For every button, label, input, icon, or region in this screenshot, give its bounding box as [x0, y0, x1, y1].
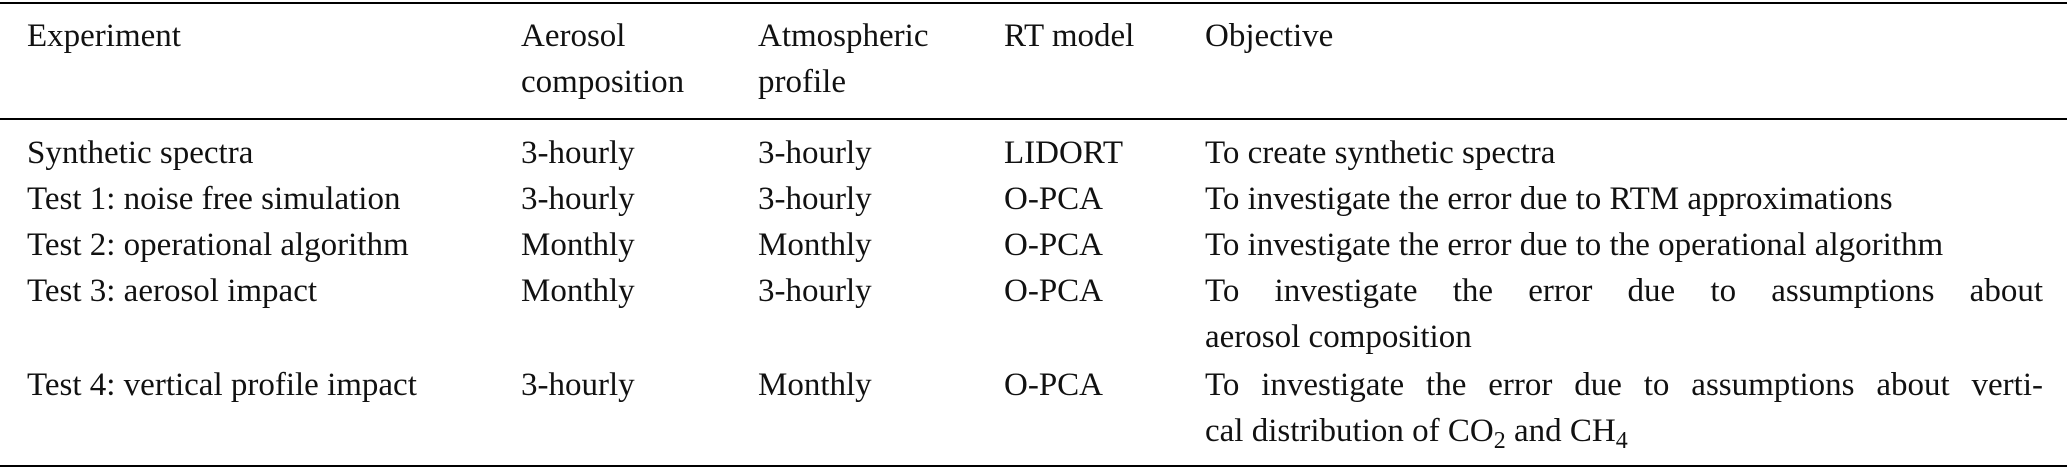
- table-row-2-experiment: Test 2: operational algorithm: [27, 227, 409, 263]
- table-row-4-objective: To investigate the error due to assumptions about verti- cal distribution of $CO_2$ and $CH_4$: [1205, 367, 2043, 454]
- table-header-rule: [0, 118, 2067, 120]
- table-row-2-objective: To investigate the error due to the operational algorithm: [1205, 227, 1944, 263]
- table-row-4-profile: Monthly: [758, 367, 872, 403]
- table-row-0-objective: To create synthetic spectra: [1205, 135, 1556, 171]
- table-row-0-aerosol: 3-hourly: [521, 135, 635, 171]
- table-bottom-rule: [0, 465, 2067, 467]
- table-row-0-experiment: Synthetic spectra: [27, 135, 254, 171]
- table-row-0-profile: 3-hourly: [758, 135, 872, 171]
- table-row-3-profile: 3-hourly: [758, 273, 872, 309]
- table-row-1-rt-model: O-PCA: [1004, 181, 1104, 217]
- table-row-3-aerosol: Monthly: [521, 273, 635, 309]
- table-row-2-rt-model: O-PCA: [1004, 227, 1104, 263]
- table-row-2-aerosol: Monthly: [521, 227, 635, 263]
- table-row-1-aerosol: 3-hourly: [521, 181, 635, 217]
- table-row-4-rt-model: O-PCA: [1004, 367, 1104, 403]
- table-row-4-experiment: Test 4: vertical profile impact: [27, 367, 417, 403]
- header-experiment: Experiment: [27, 18, 181, 54]
- header-objective: Objective: [1205, 18, 1334, 54]
- table-row-4-aerosol: 3-hourly: [521, 367, 635, 403]
- table-row-1-experiment: Test 1: noise free simulation: [27, 181, 401, 217]
- header-atmospheric-profile: Atmospheric profile: [758, 18, 929, 100]
- table-row-3-objective: To investigate the error due to assumptions about aerosol composition: [1205, 273, 2043, 355]
- table-row-2-profile: Monthly: [758, 227, 872, 263]
- table-row-3-experiment: Test 3: aerosol impact: [27, 273, 318, 309]
- table-row-1-objective: To investigate the error due to RTM approximations: [1205, 181, 1893, 217]
- table-row-0-rt-model: LIDORT: [1004, 135, 1123, 171]
- table-row-1-profile: 3-hourly: [758, 181, 872, 217]
- table-row-3-rt-model: O-PCA: [1004, 273, 1104, 309]
- header-aerosol-composition: Aerosol composition: [521, 18, 685, 100]
- table-top-rule: [0, 2, 2067, 4]
- header-rt-model: RT model: [1004, 18, 1135, 54]
